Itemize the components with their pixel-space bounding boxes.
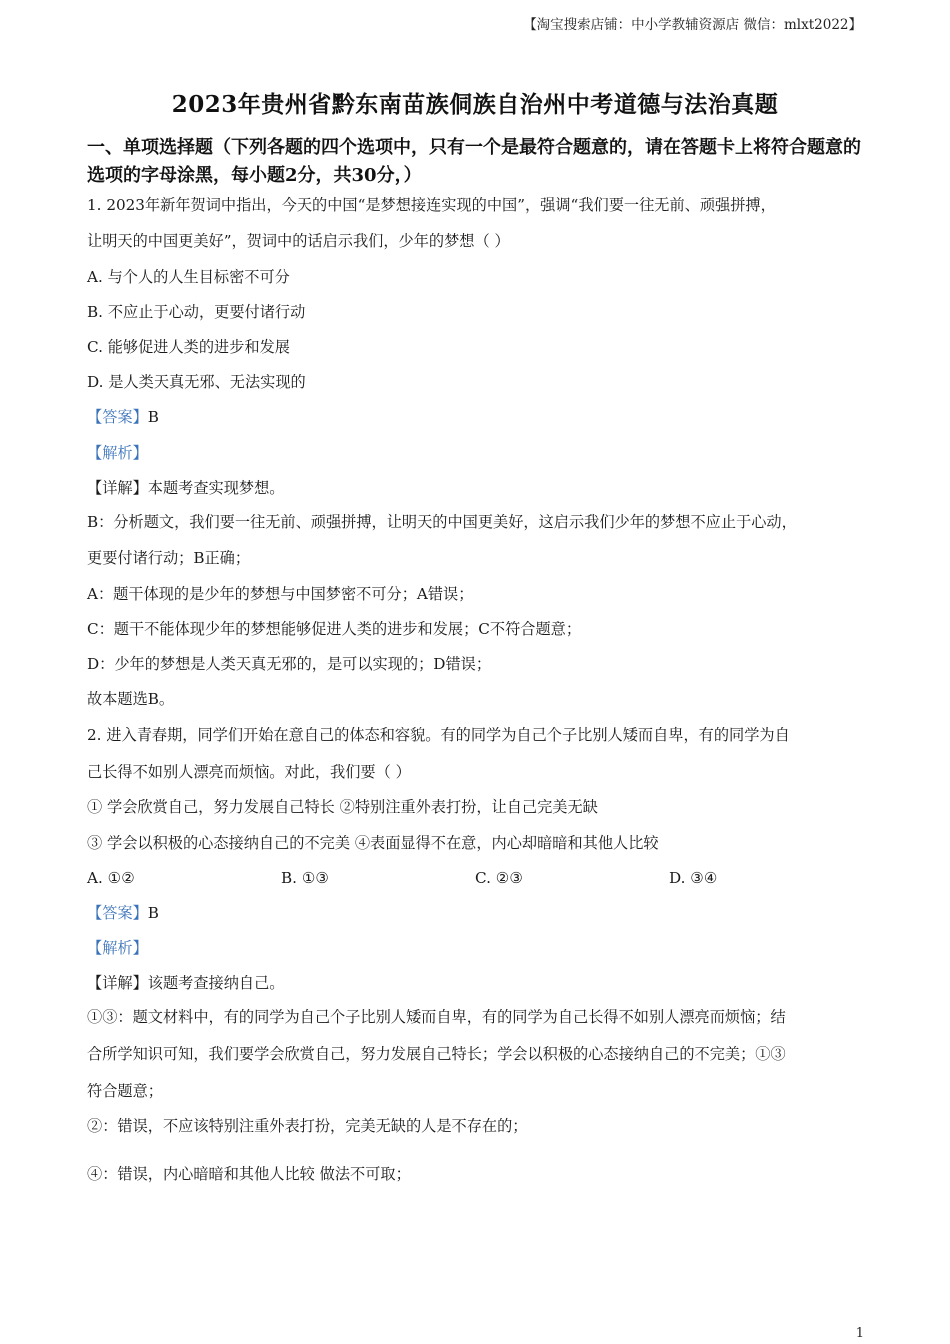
q2-explain-line: 合所学知识可知，我们要学会欣赏自己，努力发展自己特长；学会以积极的心态接纳自己的不完美；①③ xyxy=(87,1045,786,1063)
q1-option-a: A. 与个人的人生目标密不可分 xyxy=(87,268,290,286)
section-heading: 一、单项选择题（下列各题的四个选项中，只有一个是最符合题意的，请在答题卡上将符合题意的选项的字母涂黑，每小题2分，共30分，） xyxy=(87,137,861,186)
q1-conclusion: 故本题选B。 xyxy=(87,690,175,708)
q2-answer xyxy=(87,902,865,924)
detail-tag: 【详解】 xyxy=(87,974,148,992)
q2-explain-line: ④：错误，内心暗暗和其他人比较 做法不可取； xyxy=(87,1165,411,1183)
answer-tag: 【答案】 xyxy=(87,408,148,426)
q1-answer xyxy=(87,406,865,428)
q1-explain-line: 更要付诸行动；B正确； xyxy=(87,549,251,567)
q2-analysis-tag: 【解析】 xyxy=(87,939,148,957)
q2-statements-line-1: ① 学会欣赏自己，努力发展自己特长 ②特别注重外表打扮，让自己完美无缺 xyxy=(87,798,598,816)
q1-explain-line: D：少年的梦想是人类天真无邪的，是可以实现的；D错误； xyxy=(87,655,492,673)
answer-value: B xyxy=(147,904,159,922)
q2-explain-line: ②：错误，不应该特别注重外表打扮，完美无缺的人是不存在的； xyxy=(87,1117,528,1135)
q1-stem-line-2: 让明天的中国更美好”，贺词中的话启示我们，少年的梦想（ ） xyxy=(87,232,510,250)
q2-option-b: B. ①③ xyxy=(281,869,330,887)
q1-stem-line-1: 1. 2023年新年贺词中指出，今天的中国“是梦想接连实现的中国”，强调“我们要一往无前、顽强拼搏， xyxy=(87,196,776,214)
detail-text: 该题考查接纳自己。 xyxy=(147,974,285,992)
detail-tag: 【详解】 xyxy=(87,479,148,497)
q2-explain-line: ①③：题文材料中，有的同学为自己个子比别人矮而自卑，有的同学为自己长得不如别人漂亮而烦恼；结 xyxy=(87,1008,786,1026)
q1-option-b: B. 不应止于心动，更要付诸行动 xyxy=(87,303,306,321)
answer-value: B xyxy=(147,408,159,426)
q2-stem-line-1: 2. 进入青春期，同学们开始在意自己的体态和容貌。有的同学为自己个子比别人矮而自卑，有的同学为自 xyxy=(87,726,790,744)
detail-text: 本题考查实现梦想。 xyxy=(147,479,285,497)
q1-explain-line: C：题干不能体现少年的梦想能够促进人类的进步和发展；C不符合题意； xyxy=(87,620,582,638)
q1-option-d: D. 是人类天真无邪、无法实现的 xyxy=(87,373,306,391)
header-note: 【淘宝搜索店铺：中小学教辅资源店 微信：mlxt2022】 xyxy=(523,17,862,33)
q1-analysis-tag: 【解析】 xyxy=(87,444,148,462)
q2-option-a: A. ①② xyxy=(87,869,135,887)
q2-stem-line-2: 己长得不如别人漂亮而烦恼。对此，我们要（ ） xyxy=(87,763,411,781)
q2-statements-line-2: ③ 学会以积极的心态接纳自己的不完美 ④表面显得不在意，内心却暗暗和其他人比较 xyxy=(87,834,659,852)
page-number: 1 xyxy=(855,1326,864,1341)
q2-detail xyxy=(87,972,865,994)
q1-explain-line: B：分析题文，我们要一往无前、顽强拼搏，让明天的中国更美好，这启示我们少年的梦想不应止于心动， xyxy=(87,513,797,531)
q1-detail xyxy=(87,477,865,499)
q1-explain-line: A：题干体现的是少年的梦想与中国梦密不可分；A错误； xyxy=(87,585,474,603)
q2-explain-line: 符合题意； xyxy=(87,1082,163,1100)
answer-tag: 【答案】 xyxy=(87,904,148,922)
page-title: 2023年贵州省黔东南苗族侗族自治州中考道德与法治真题 xyxy=(171,91,779,118)
q2-option-d: D. ③④ xyxy=(669,869,718,887)
q2-option-c: C. ②③ xyxy=(475,869,523,887)
q1-option-c: C. 能够促进人类的进步和发展 xyxy=(87,338,290,356)
